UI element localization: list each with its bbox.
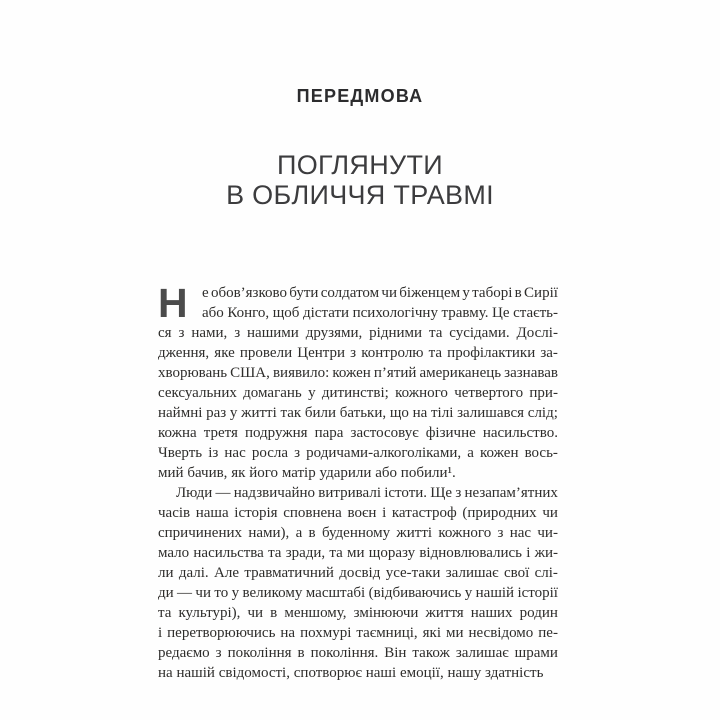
body-text-column: [158, 280, 558, 683]
chapter-title-line-2: В ОБЛИЧЧЯ ТРАВМІ: [226, 180, 494, 210]
chapter-kicker: ПЕРЕДМОВА: [296, 86, 424, 106]
text-line: Чверть із нас росла з родичами-алкоголіками, а кожен вось-: [158, 445, 558, 461]
text-line: і перетворюючись на похмурі таємниці, які ми несвідомо пе-: [158, 625, 558, 641]
chapter-title: [0, 150, 720, 210]
text-line: мало насильства та зради, та ми щоразу відновлювались і жи-: [158, 545, 558, 561]
text-line: наймні раз у житті так били батьки, що на тілі залишався слід;: [158, 405, 558, 421]
text-line: кожна третя подружня пара застосовує фізичне насильство.: [158, 425, 558, 441]
paragraph-1: [158, 280, 558, 483]
text-line: спричинених нами), а в буденному житті кожного з нас чи-: [158, 525, 558, 541]
text-line: Люди — надзвичайно витривалі істоти. Ще з незапам’ятних: [176, 485, 558, 501]
text-line: ди — чи то у великому масштабі (відбиваючись у нашій історії: [158, 585, 558, 601]
chapter-title-line-1: ПОГЛЯНУТИ: [277, 150, 443, 180]
text-line: ли далі. Але травматичний досвід усе-таки залишає свої слі-: [158, 565, 558, 581]
text-line: або Конго, щоб дістати психологічну травму. Це стаєть-: [202, 305, 558, 321]
dropcap-letter: Н: [158, 280, 188, 326]
text-line: е обов’язково бути солдатом чи біженцем у таборі в Сирії: [202, 285, 558, 301]
text-line: хворювань США, виявило: кожен п’ятий американець зазнавав: [158, 365, 558, 381]
text-line: та культурі), чи в меншому, змінюючи життя наших родин: [158, 605, 558, 621]
text-line: часів наша історія сповнена воєн і катастроф (природних чи: [158, 505, 558, 521]
text-line: мий бачив, як його матір ударили або побили¹.: [158, 465, 456, 481]
text-line: на нашій свідомості, спотворює наші емоції, нашу здатність: [158, 665, 544, 681]
text-line: ся з нами, з нашими друзями, рідними та сусідами. Дослі-: [158, 325, 558, 341]
text-line: дження, яке провели Центри з контролю та профілактики за-: [158, 345, 558, 361]
paragraph-2: [158, 483, 558, 683]
text-line: редаємо з покоління в покоління. Він також залишає шрами: [158, 645, 558, 661]
text-line: сексуальних домагань у дитинстві; кожного четвертого при-: [158, 385, 558, 401]
